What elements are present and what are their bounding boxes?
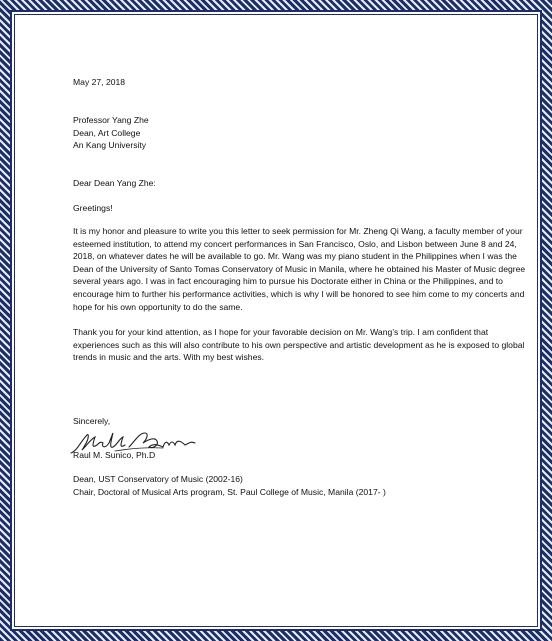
recipient-block: [73, 114, 149, 152]
recipient-title: Dean, Art College: [73, 127, 141, 138]
recipient-name: Professor Yang Zhe: [73, 115, 149, 125]
letter-date: May 27, 2018: [73, 77, 126, 87]
signer-name: Raul M. Sunico, Ph.D: [73, 450, 156, 460]
salutation: Dear Dean Yang Zhe:: [73, 178, 156, 188]
signer-titles: [73, 473, 386, 498]
recipient-institution: An Kang University: [73, 140, 147, 151]
closing: Sincerely,: [73, 416, 111, 426]
border-inner-line-secondary: [14, 14, 538, 627]
signer-title-line: Dean, UST Conservatory of Music (2002-16): [73, 474, 243, 484]
body-paragraph-1: It is my honor and pleasure to write you this letter to seek permission for Mr. Zheng Qi Wang, a faculty member of your esteemed institution, to attend my concert performances in San Francisco, Oslo, and Lisbon between June 8 and 24, 2018, on whatever dates he will be available to go. Mr. Wang was my piano student in the Philippines when I was the Dean of the University of Santo Tomas Conservatory of Music in Manila, where he obtained his Master of Music degree several years ago. I was in fact encouraging him to pursue his Doctorate either in China or the Philippines, and to encourage him to further his performance activities, which is why I will be honored to see him come to my concerts and hope for his own opportunity to do the same.: [73, 226, 526, 312]
body-paragraph-2: Thank you for your kind attention, as I hope for your favorable decision on Mr. Wang’s trip. I am confident that experiences such as this will also contribute to his own perspective and artistic development as he is exposed to global trends in music and the arts. With my best wishes.: [73, 327, 525, 363]
greeting: Greetings!: [73, 203, 113, 213]
signer-title-line: Chair, Doctoral of Musical Arts program, St. Paul College of Music, Manila (2017- ): [73, 486, 386, 497]
